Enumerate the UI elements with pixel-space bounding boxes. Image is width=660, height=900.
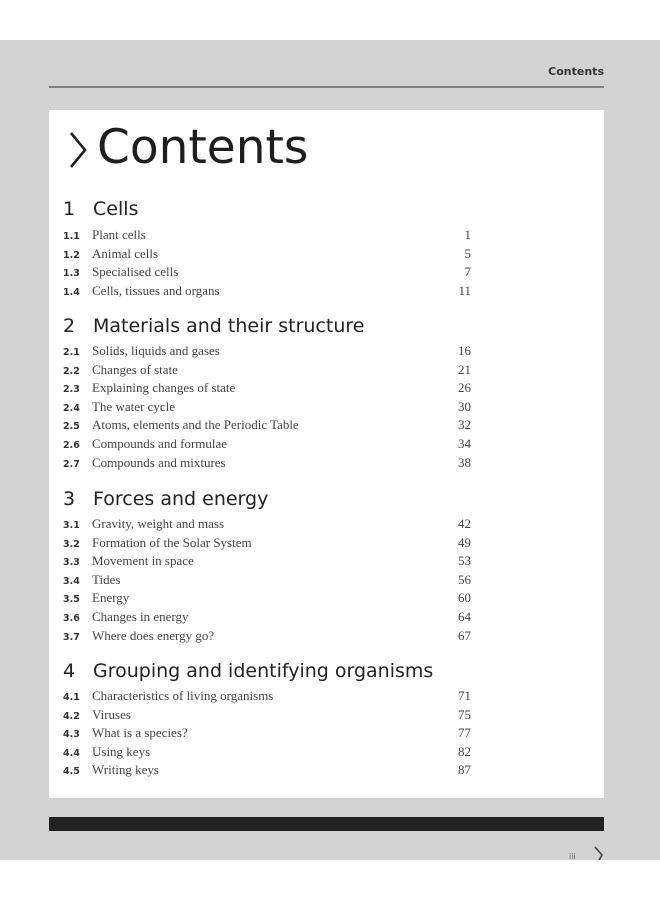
entry-page: 30 [458,398,471,414]
entry-number: 4.5 [63,766,80,778]
entry-number: 2.3 [63,384,80,396]
entry-title: Formation of the Solar System [92,534,252,550]
entry-title: Tides [92,571,121,587]
entry-title: Compounds and formulae [92,435,228,451]
entry-page: 49 [458,534,471,550]
entry-title: Cells, tissues and organs [92,282,220,298]
entry-page: 64 [458,608,471,624]
entry-page: 82 [458,743,471,759]
chapter-3 [63,488,471,646]
chapter-title: Cells [93,198,139,220]
chapter-2 [63,315,471,473]
entry-page: 32 [458,417,471,433]
chapter-4 [63,660,471,781]
toc-entry[interactable] [63,744,471,763]
toc-entry[interactable] [63,725,471,744]
entry-page: 7 [464,264,471,280]
entry-number: 2.4 [63,402,80,414]
running-head: Contents [548,65,604,78]
toc-entry[interactable] [63,572,471,591]
chapter-1 [63,198,471,301]
entry-title: Changes of state [92,361,178,377]
entry-title: Specialised cells [92,264,179,280]
entry-number: 4.3 [63,729,80,741]
entry-title: Energy [92,590,130,606]
toc-entry[interactable] [63,553,471,572]
entry-title: Characteristics of living organisms [92,688,274,703]
toc-entry[interactable] [63,455,471,474]
entry-title: Animal cells [92,245,159,261]
chapter-number: 4 [63,660,76,682]
entry-title: Writing keys [92,762,159,778]
entry-number: 3.6 [63,612,80,624]
entry-number: 1.1 [63,231,80,242]
toc-entry[interactable] [63,227,471,246]
header-rule [49,86,604,88]
entry-page: 56 [458,571,471,587]
entry-page: 1 [464,227,471,242]
toc-entry[interactable] [63,380,471,399]
entry-number: 3.2 [63,538,80,550]
entry-title: Plant cells [92,227,146,242]
toc-entry[interactable] [63,399,471,418]
entry-number: 4.2 [63,710,80,722]
page-number: iii [569,852,576,860]
toc-entry[interactable] [63,246,471,265]
entry-number: 3.5 [63,594,80,606]
entry-page: 21 [458,361,471,377]
entry-number: 1.4 [63,286,80,298]
chapter-heading[interactable] [63,488,471,512]
entry-title: Solids, liquids and gases [92,343,220,358]
entry-number: 3.4 [63,575,80,587]
toc-entry[interactable] [63,762,471,781]
entry-number: 1.3 [63,268,80,280]
toc-entry[interactable] [63,516,471,535]
entry-page: 67 [458,627,471,643]
chapter-number: 3 [63,488,76,510]
entry-title: Where does energy go? [92,627,215,643]
entry-page: 16 [458,343,471,358]
toc-entry[interactable] [63,628,471,647]
entry-page: 42 [458,516,471,531]
entry-title: Compounds and mixtures [92,454,226,470]
chapter-number: 1 [63,198,76,220]
entry-title: Changes in energy [92,608,189,624]
entry-title: Viruses [92,706,131,722]
toc-entry[interactable] [63,590,471,609]
entry-title: Atoms, elements and the Periodic Table [92,417,299,433]
contents-panel [49,110,604,798]
entry-number: 2.1 [63,347,80,358]
entry-title: The water cycle [92,398,176,414]
toc-entry[interactable] [63,688,471,707]
chapter-title: Materials and their structure [93,315,365,337]
book-page [0,40,660,860]
entry-page: 26 [458,380,471,396]
entry-title: What is a species? [92,725,188,741]
entry-page: 77 [458,725,471,741]
toc-entry[interactable] [63,283,471,302]
entry-title: Movement in space [92,553,194,569]
toc-entry[interactable] [63,417,471,436]
entry-page: 60 [458,590,471,606]
entry-page: 53 [458,553,471,569]
title-row [63,120,308,175]
entry-number: 4.4 [63,747,80,759]
toc-entry[interactable] [63,343,471,362]
entry-title: Gravity, weight and mass [92,516,225,531]
entry-page: 34 [458,435,471,451]
entry-number: 2.6 [63,439,80,451]
chapter-number: 2 [63,315,76,337]
entry-number: 4.1 [63,692,80,703]
entry-page: 38 [458,454,471,470]
page-title: Contents [97,120,309,175]
entry-title: Using keys [92,743,151,759]
toc-entry[interactable] [63,707,471,726]
chapter-heading[interactable] [63,198,471,222]
chapter-heading[interactable] [63,315,471,339]
entry-number: 3.1 [63,520,80,531]
chapter-heading[interactable] [63,660,471,684]
chapter-title: Forces and energy [93,488,269,510]
entry-page: 87 [458,762,471,778]
entry-page: 5 [464,245,471,261]
entry-title: Explaining changes of state [92,380,236,396]
chapter-title: Grouping and identifying organisms [93,660,434,682]
entry-page: 75 [458,706,471,722]
entry-page: 71 [458,688,471,703]
toc-entry[interactable] [63,436,471,455]
chevron-right-icon [63,123,93,173]
entry-page: 11 [458,282,471,298]
toc-entry[interactable] [63,362,471,381]
entry-number: 3.3 [63,557,80,569]
entry-number: 2.2 [63,365,80,377]
toc-entry[interactable] [63,535,471,554]
entry-number: 2.5 [63,421,80,433]
toc-entry[interactable] [63,609,471,628]
entry-number: 3.7 [63,631,80,643]
entry-number: 1.2 [63,249,80,261]
footer-bar [49,817,604,831]
chevron-right-icon [592,846,606,860]
entry-number: 2.7 [63,458,80,470]
toc-entry[interactable] [63,264,471,283]
